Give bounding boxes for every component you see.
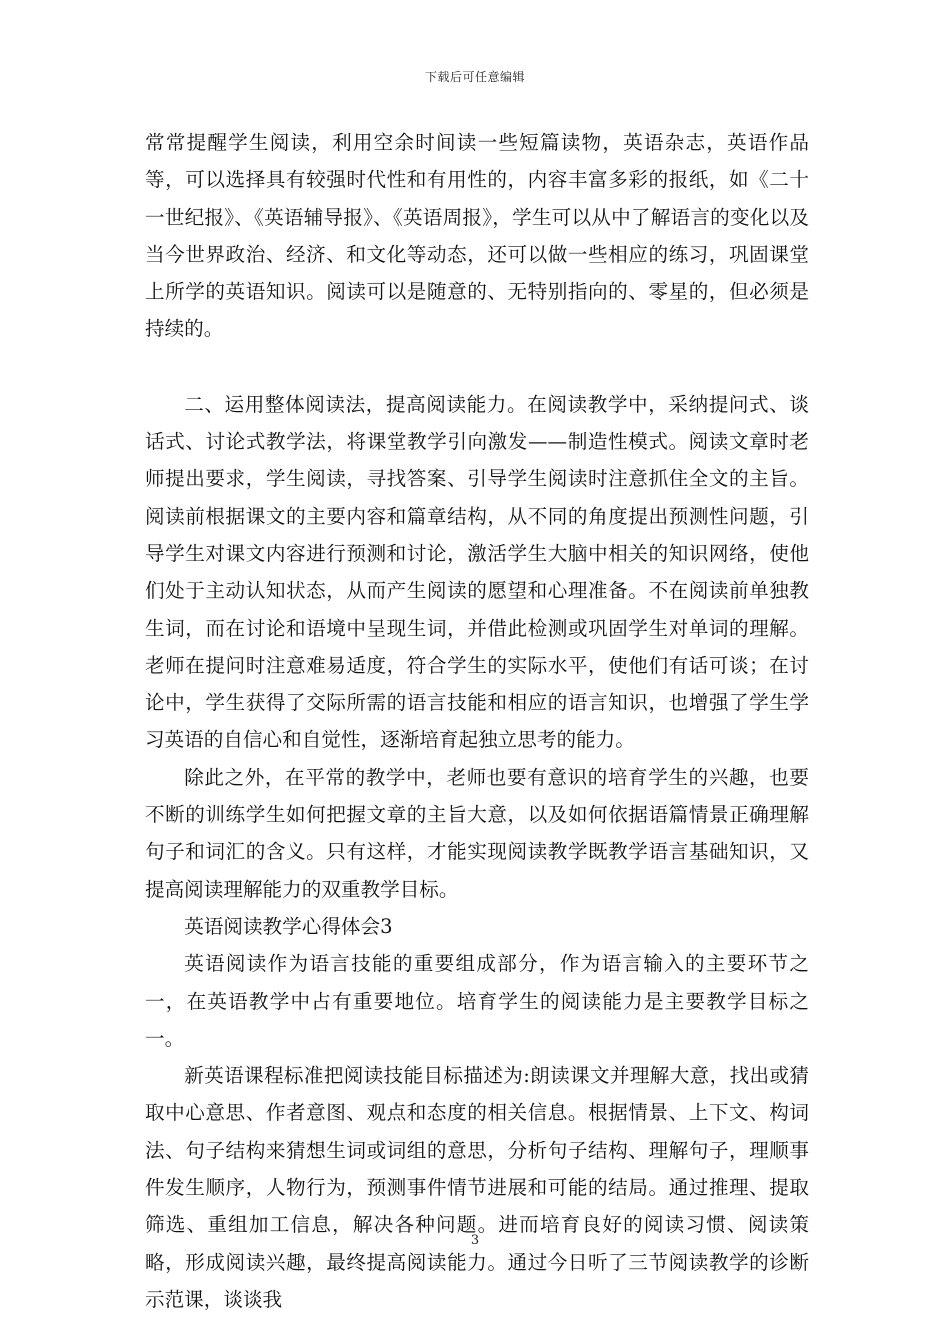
paragraph-curriculum-standard: 新英语课程标准把阅读技能目标描述为:朗读课文并理解大意，找出或猜取中心意思、作者意图、观点和态度的相关信息。根据情景、上下文、构词法、句子结构来猜想生词或词组的意思，分析句子结构、理解句子，理顺事件发生顺序，人物行为，预测事件情节进展和可能的结局。通过推理、提取筛选、重组加工信息，解决各种问题。进而培育良好的阅读习惯、阅读策略，形成阅读兴趣，最终提高阅读能力。通过今日听了三节阅读教学的诊断示范课，谈谈我 [145, 1064, 809, 1311]
section-heading: 英语阅读教学心得体会3 [184, 914, 393, 938]
paragraph-holistic-reading: 二、运用整体阅读法，提高阅读能力。在阅读教学中，采纳提问式、谈话式、讨论式教学法，将课堂教学引向激发——制造性模式。阅读文章时老师提出要求，学生阅读，寻找答案、引导学生阅读时注意抓住全文的主旨。阅读前根据课文的主要内容和篇章结构，从不同的角度提出预测性问题，引导学生对课文内容进行预测和讨论，激活学生大脑中相关的知识网络，使他们处于主动认知状态，从而产生阅读的愿望和心理准备。不在阅读前单独教生词，而在讨论和语境中呈现生词，并借此检测或巩固学生对单词的理解。老师在提问时注意难易适度，符合学生的实际水平，使他们有话可谈；在讨论中，学生获得了交际所需的语言技能和相应的语言知识，也增强了学生学习英语的自信心和自觉性，逐渐培育起独立思考的能力。 [145, 392, 809, 752]
page-header: 下载后可任意编辑 [424, 70, 525, 84]
paragraph-teaching-goals: 除此之外，在平常的教学中，老师也要有意识的培育学生的兴趣，也要不断的训练学生如何把握文章的主旨大意，以及如何依据语篇情景正确理解句子和词汇的含义。只有这样，才能实现阅读教学既教学语言基础知识，又提高阅读理解能力的双重教学目标。 [145, 765, 809, 901]
paragraph-reading-habits: 常常提醒学生阅读，利用空余时间读一些短篇读物，英语杂志，英语作品等，可以选择具有较强时代性和有用性的，内容丰富多彩的报纸，如《二十一世纪报》、《英语辅导报》、《英语周报》，学生可以从中了解语言的变化以及当今世界政治、经济、和文化等动态，还可以做一些相应的练习，巩固课堂上所学的英语知识。阅读可以是随意的、无特别指向的、零星的，但必须是持续的。 [145, 131, 809, 341]
page-number: 3 [470, 1233, 480, 1248]
paragraph-reading-importance: 英语阅读作为语言技能的重要组成部分，作为语言输入的主要环节之一，在英语教学中占有重要地位。培育学生的阅读能力是主要教学目标之一。 [145, 952, 809, 1050]
document-body [145, 124, 809, 1318]
